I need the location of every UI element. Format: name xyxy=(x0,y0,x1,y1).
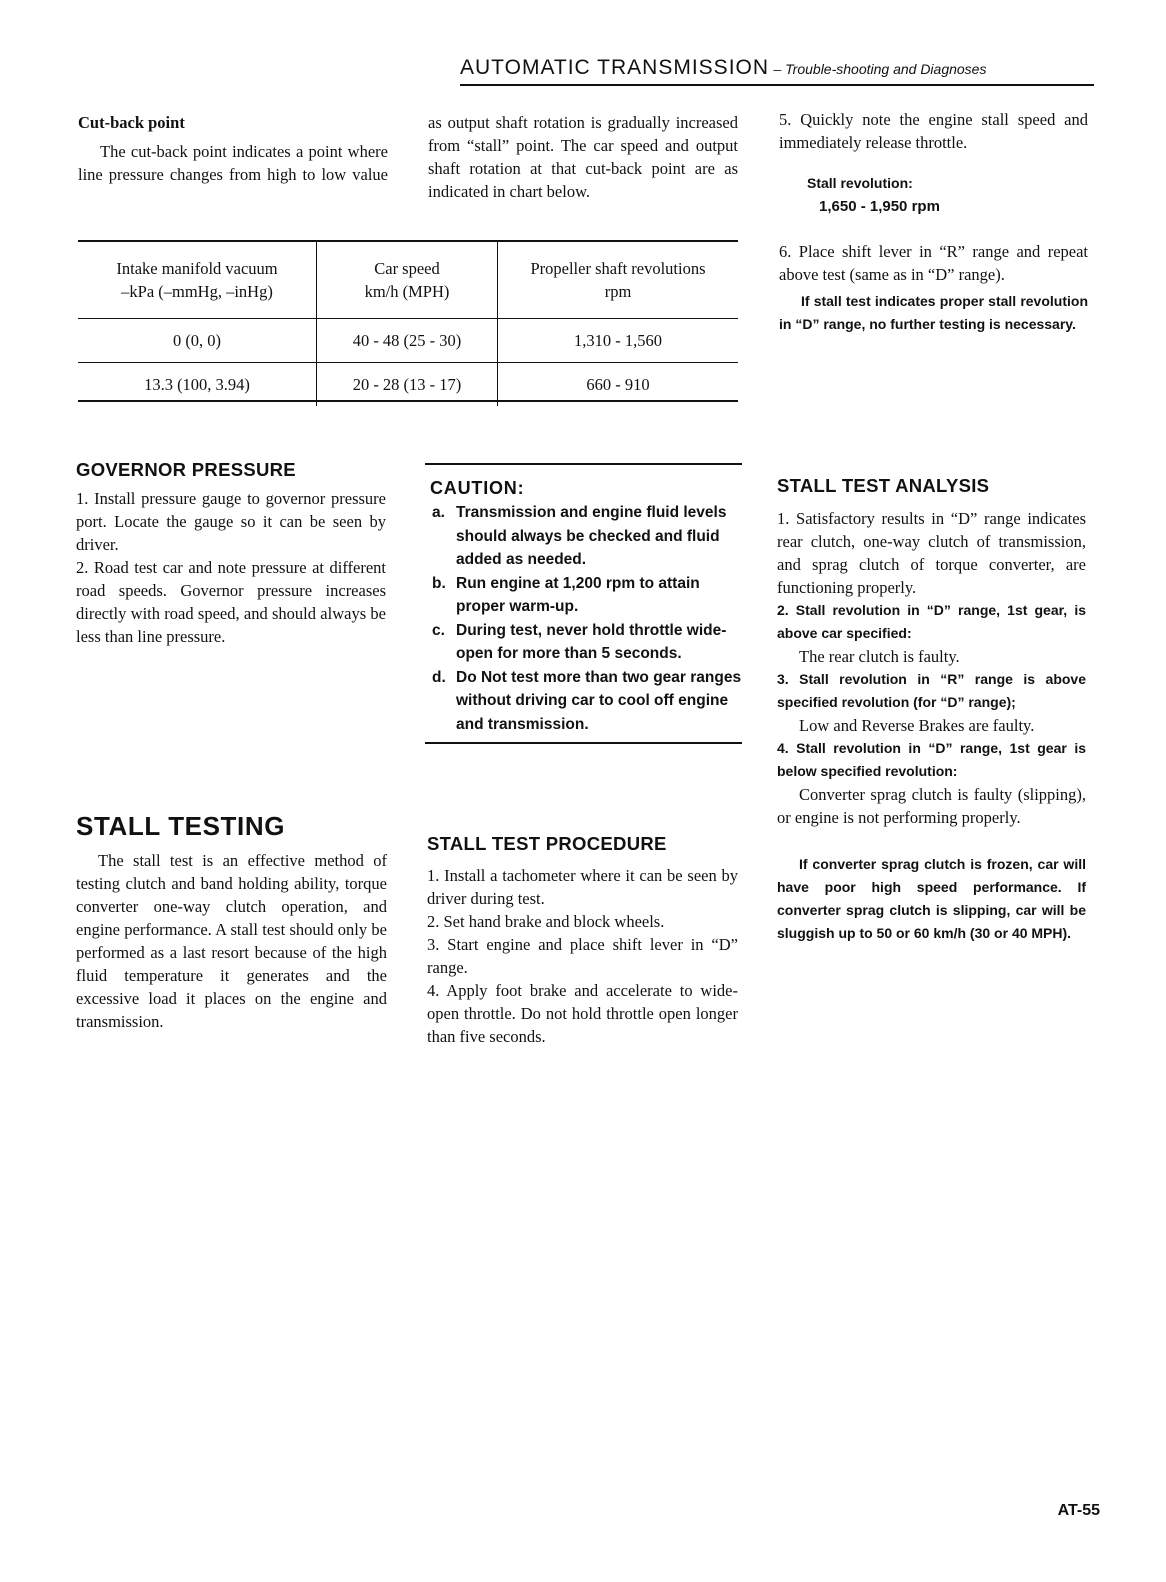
header-revs-line1: Propeller shaft revolutions xyxy=(530,259,706,278)
caution-text: Do Not test more than two gear ranges without driving car to cool off engine and transmission. xyxy=(456,668,742,733)
caution-marker: b. xyxy=(432,574,446,592)
caution-marker: d. xyxy=(432,668,446,686)
header-speed-line1: Car speed xyxy=(374,259,440,278)
table-cell: 20 - 28 (13 - 17) xyxy=(317,363,498,407)
procedure-heading: STALL TEST PROCEDURE xyxy=(427,833,667,854)
caution-text: Transmission and engine fluid levels should always be checked and fluid added as needed. xyxy=(456,504,727,568)
table-header-cell xyxy=(78,242,317,319)
procedure-item-1: 1. Install a tachometer where it can be seen by driver during test. xyxy=(427,866,738,908)
table-cell: 0 (0, 0) xyxy=(78,319,317,363)
caution-item xyxy=(430,501,742,572)
governor-heading: GOVERNOR PRESSURE xyxy=(76,459,296,480)
caution-text: Run engine at 1,200 rpm to attain proper warm-up. xyxy=(456,574,700,615)
governor-section xyxy=(76,459,386,648)
caution-item xyxy=(430,619,742,666)
stall-test-note: If stall test indicates proper stall revolution in “D” range, no further testing is necessary. xyxy=(779,293,1088,332)
header-speed-line2: km/h (MPH) xyxy=(364,282,450,301)
table-row xyxy=(78,319,738,363)
header-title: AUTOMATIC TRANSMISSION xyxy=(460,56,770,79)
procedure-section xyxy=(427,833,738,1048)
caution-marker: a. xyxy=(432,504,445,521)
analysis-item-4-head: 4. Stall revolution in “D” range, 1st gear is below specified revolution: xyxy=(777,740,1086,779)
analysis-item-4-body: Converter sprag clutch is faulty (slipping), or engine is not performing properly. xyxy=(777,785,1086,827)
procedure-item-4: 4. Apply foot brake and accelerate to wide-open throttle. Do not hold throttle open longer than five seconds. xyxy=(427,981,738,1046)
table-bottom-rule xyxy=(78,400,738,402)
analysis-note: If converter sprag clutch is frozen, car will have poor high speed performance. If converter sprag clutch is slipping, car will be sluggish up to 50 or 60 km/h (30 or 40 MPH). xyxy=(777,856,1086,941)
caution-box xyxy=(430,478,742,736)
cutback-table xyxy=(78,242,738,406)
analysis-heading: STALL TEST ANALYSIS xyxy=(777,475,990,496)
header-rule xyxy=(460,84,1094,86)
header-revs-line2: rpm xyxy=(604,282,632,301)
governor-item-1: 1. Install pressure gauge to governor pressure port. Locate the gauge so it can be seen by driver. xyxy=(76,489,386,554)
table-header-cell xyxy=(317,242,498,319)
analysis-item-2-body: The rear clutch is faulty. xyxy=(799,647,960,666)
table-cell: 13.3 (100, 3.94) xyxy=(78,363,317,407)
table-header-cell xyxy=(498,242,739,319)
caution-top-rule xyxy=(425,463,742,465)
procedure-item-3: 3. Start engine and place shift lever in “D” range. xyxy=(427,935,738,977)
governor-item-2: 2. Road test car and note pressure at different road speeds. Governor pressure increases directly with road speed, and should always be less than line pressure. xyxy=(76,558,386,646)
cutback-heading: Cut-back point xyxy=(78,113,185,132)
table-cell: 1,310 - 1,560 xyxy=(498,319,739,363)
analysis-item-3-body: Low and Reverse Brakes are faulty. xyxy=(799,716,1035,735)
stall-revolution-value: 1,650 - 1,950 rpm xyxy=(819,198,940,215)
caution-item xyxy=(430,572,742,619)
caution-item xyxy=(430,666,742,737)
caution-text: During test, never hold throttle wide-open for more than 5 seconds. xyxy=(456,621,727,662)
step-5: 5. Quickly note the engine stall speed and immediately release throttle. xyxy=(779,110,1088,152)
step-6: 6. Place shift lever in “R” range and repeat above test (same as in “D” range). xyxy=(779,242,1088,284)
caution-bottom-rule xyxy=(425,742,742,744)
stall-revolution-label: Stall revolution: xyxy=(807,175,913,191)
stall-testing-section xyxy=(76,811,387,1033)
caution-title: CAUTION: xyxy=(430,478,525,498)
procedure-item-2: 2. Set hand brake and block wheels. xyxy=(427,912,665,931)
table-cell: 660 - 910 xyxy=(498,363,739,407)
cutback-section xyxy=(78,111,738,203)
analysis-item-1: 1. Satisfactory results in “D” range indicates rear clutch, one-way clutch of transmission, and sprag clutch of torque converter, are functioning properly. xyxy=(777,509,1086,597)
analysis-item-3-head: 3. Stall revolution in “R” range is above specified revolution (for “D” range); xyxy=(777,671,1086,710)
right-column-top xyxy=(779,108,1088,336)
stall-testing-paragraph: The stall test is an effective method of testing clutch and band holding ability, torque converter one-way clutch operation, and engine performance. A stall test should only be performed as a last resort because of the high fluid temperature it generates and the excessive load it places on the engine and transmission. xyxy=(76,851,387,1031)
stall-testing-heading: STALL TESTING xyxy=(76,811,286,841)
analysis-item-2-head: 2. Stall revolution in “D” range, 1st gear, is above car specified: xyxy=(777,602,1086,641)
page-number: AT-55 xyxy=(1057,1502,1100,1519)
cutback-paragraph: The cut-back point indicates a point where line pressure changes from high to low value as output shaft rotation is gradually increased from “stall” point. The car speed and output shaft rotation at that cut-back point are as indicated in chart below. xyxy=(78,113,738,201)
header-vacuum-line2: –kPa (–mmHg, –inHg) xyxy=(121,282,273,301)
table-cell: 40 - 48 (25 - 30) xyxy=(317,319,498,363)
caution-marker: c. xyxy=(432,621,445,639)
analysis-section xyxy=(777,475,1086,945)
running-header xyxy=(460,56,1100,80)
table-header-row xyxy=(78,242,738,319)
header-vacuum-line1: Intake manifold vacuum xyxy=(116,259,278,278)
header-subtitle: – Trouble-shooting and Diagnoses xyxy=(773,61,987,77)
